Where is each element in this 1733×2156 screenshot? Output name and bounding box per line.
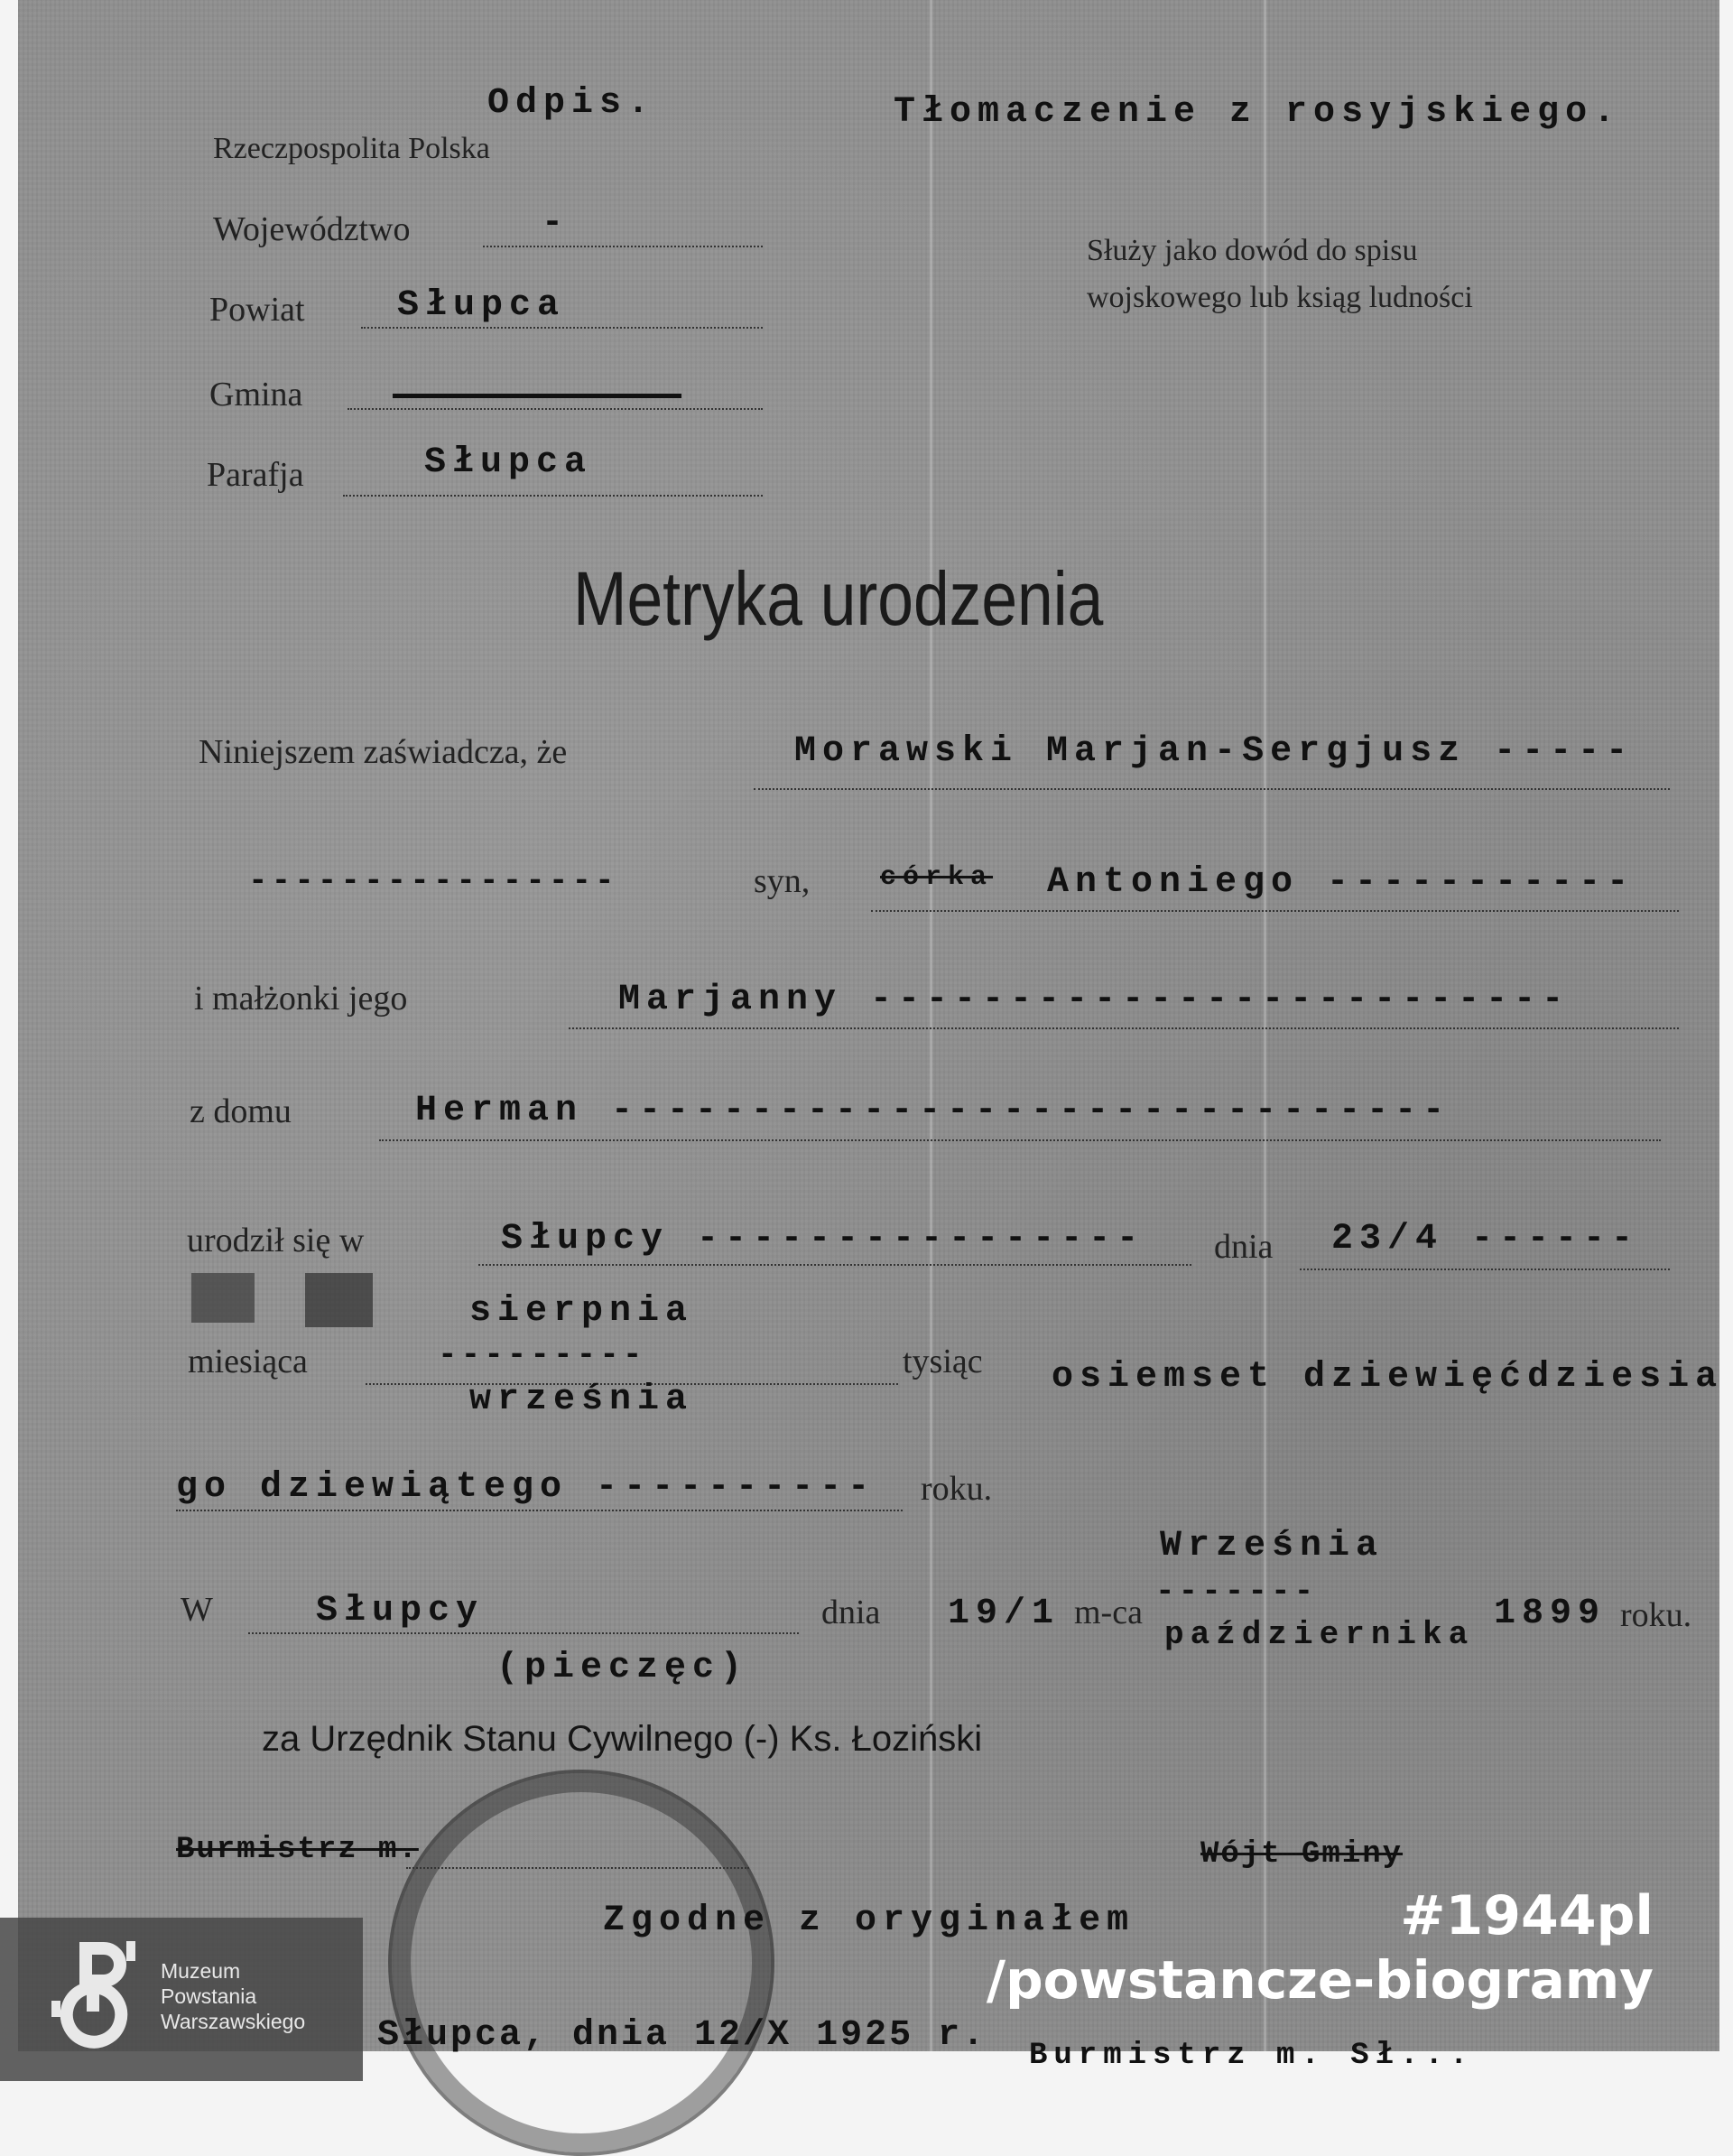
issue-year-label: roku.	[1620, 1596, 1692, 1634]
hashtag-watermark: #1944pl	[1400, 1884, 1654, 1947]
voivodeship-value: -	[542, 203, 570, 244]
month-old: sierpnia	[469, 1291, 694, 1332]
issue-day-label: dnia	[821, 1594, 881, 1631]
month-new: września	[469, 1380, 694, 1420]
museum-name-line-2: Powstania	[161, 1984, 257, 2008]
year-words-2: go dziewiątego ----------	[176, 1467, 876, 1508]
issue-in-label: W	[181, 1591, 213, 1629]
museum-logo-icon	[50, 1939, 140, 2057]
mother-name: Marjanny -------------------------	[618, 980, 1571, 1020]
voivodeship-label: Województwo	[213, 210, 411, 248]
child-name: Morawski Marjan-Sergjusz -----	[794, 731, 1635, 772]
field-line	[176, 1510, 903, 1511]
month-strike: ---------	[438, 1336, 646, 1373]
field-line	[361, 327, 763, 329]
field-line	[379, 1139, 1661, 1141]
museum-name-line-3: Warszawskiego	[161, 2010, 306, 2033]
dash-filler: ----------------	[248, 862, 618, 899]
birthplace: Słupcy ----------------	[501, 1219, 1145, 1259]
daughter-struck: córka	[880, 862, 994, 893]
field-line	[478, 1264, 1191, 1266]
field-line	[483, 246, 763, 247]
issue-place: Słupcy	[316, 1591, 485, 1631]
parish-value: Słupca	[424, 442, 593, 483]
county-label: Powiat	[209, 291, 305, 329]
conform-note: Zgodne z oryginałem	[603, 1900, 1135, 1941]
purpose-line-1: Służy jako dowód do spisu	[1087, 234, 1418, 267]
issue-year: 1899	[1494, 1594, 1607, 1634]
parish-label: Parafja	[207, 456, 304, 494]
registrar-signature: za Urzędnik Stanu Cywilnego (-) Ks. Łoziński	[262, 1719, 983, 1759]
maiden-label: z domu	[190, 1092, 292, 1130]
thousand-label: tysiąc	[903, 1343, 983, 1380]
issue-month-bottom: października	[1164, 1616, 1475, 1653]
footer-date: Słupca, dnia 12/X 1925 r.	[377, 2015, 987, 2056]
stamp-mark	[191, 1273, 255, 1323]
certify-label: Niniejszem zaświadcza, że	[199, 733, 568, 771]
birth-day: 23/4 ------	[1331, 1219, 1640, 1259]
field-line	[1300, 1269, 1670, 1270]
day-label: dnia	[1214, 1228, 1274, 1266]
father-name: Antoniego -----------	[1047, 862, 1636, 903]
official-seal	[388, 1770, 774, 2156]
issue-day: 19/1	[948, 1594, 1061, 1634]
purpose-line-2: wojskowego lub ksiąg ludności	[1087, 281, 1473, 314]
born-label: urodził się w	[187, 1222, 365, 1259]
field-line	[248, 1632, 799, 1634]
copy-label: Odpis.	[487, 83, 656, 124]
commune-label: Gmina	[209, 376, 303, 414]
field-line	[348, 408, 763, 410]
field-line	[343, 495, 763, 497]
field-line	[569, 1027, 1679, 1029]
issue-month-label: m-ca	[1074, 1594, 1143, 1631]
stamp-mark	[305, 1273, 373, 1327]
field-line	[406, 1867, 749, 1869]
wife-label: i małżonki jego	[194, 980, 408, 1018]
mayor-struck: Burmistrz m.	[176, 1833, 419, 1867]
wojt-struck: Wójt Gminy	[1200, 1837, 1404, 1872]
field-line	[871, 910, 1679, 912]
field-line	[754, 788, 1670, 790]
footer-mayor: Burmistrz m. Sł...	[1029, 2039, 1475, 2073]
year-words-1: osiemset dziewięćdziesia	[1052, 1357, 1724, 1398]
biography-path-watermark: /powstancze-biogramy	[986, 1949, 1654, 2011]
commune-blank-line	[393, 394, 681, 398]
seal-label: (pieczęc)	[496, 1648, 749, 1688]
document-title: Metryka urodzenia	[573, 556, 1104, 641]
year-label: roku.	[921, 1470, 993, 1508]
maiden-name: Herman ------------------------------	[415, 1091, 1451, 1131]
museum-name-line-1: Muzeum	[161, 1959, 241, 1983]
county-value: Słupca	[397, 285, 566, 326]
month-label: miesiąca	[188, 1343, 308, 1380]
republic-label: Rzeczpospolita Polska	[213, 132, 490, 165]
son-label: syn,	[754, 862, 811, 900]
issue-month-top: Września	[1160, 1526, 1385, 1566]
translation-note: Tłomaczenie z rosyjskiego.	[894, 92, 1622, 133]
month-strike: -------	[1155, 1573, 1318, 1610]
